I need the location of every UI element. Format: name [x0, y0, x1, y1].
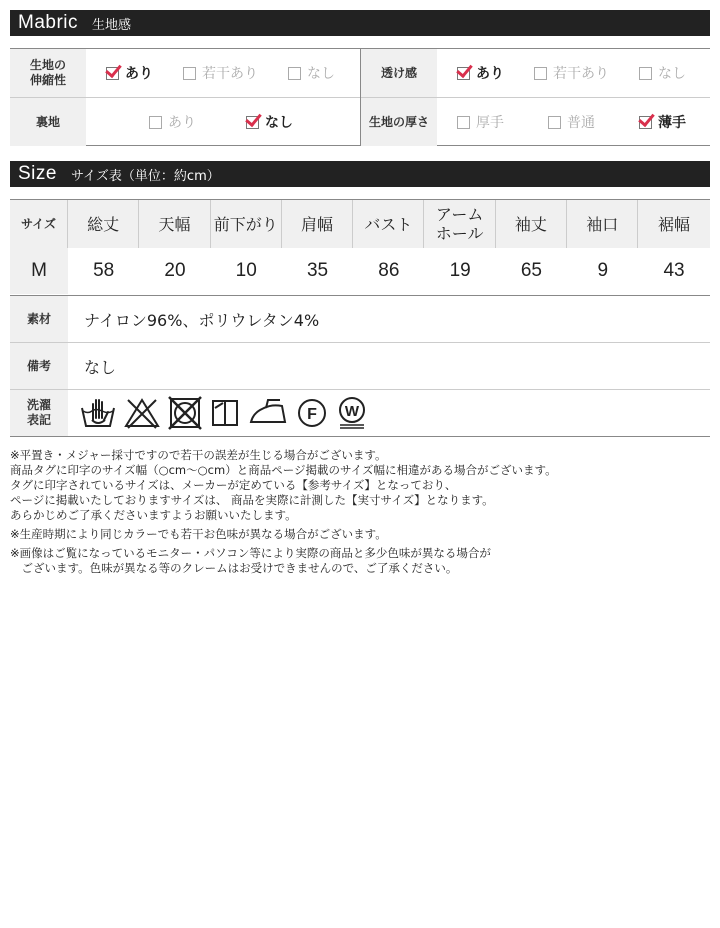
dry-clean-f-icon	[296, 396, 328, 430]
checkbox-icon	[457, 116, 470, 129]
checkbox-icon	[183, 67, 196, 80]
note-line: ※生産時期により同じカラーでも若干お色味が異なる場合がございます。	[10, 527, 387, 541]
size-brand: Size	[18, 163, 57, 184]
size-table	[10, 199, 710, 281]
size-col-top-width: 天幅	[139, 200, 210, 248]
note-line: タグに印字されているサイズは、メーカーが定めている【参考サイズ】となっており、	[10, 478, 457, 492]
size-cell: 58	[93, 260, 115, 281]
option-stretch-yes[interactable]	[106, 49, 153, 97]
notes	[10, 448, 710, 576]
option-sheer-slight[interactable]	[534, 49, 609, 97]
checkbox-icon	[457, 67, 470, 80]
option-label: 若干あり	[553, 66, 609, 82]
wet-clean-w-icon	[336, 396, 368, 430]
iron-low-icon	[248, 396, 288, 430]
option-label: あり	[168, 115, 196, 131]
option-label: なし	[658, 66, 686, 82]
checkbox-icon	[534, 67, 547, 80]
option-label: 若干あり	[202, 66, 258, 82]
size-table-row	[10, 248, 710, 294]
checkbox-icon	[639, 116, 652, 129]
material-label: 素材	[10, 296, 68, 342]
option-label: 普通	[567, 115, 595, 131]
checkbox-icon	[639, 67, 652, 80]
note-line: ございます。色味が異なる等のクレームはお受けできませんので、ご了承ください。	[10, 561, 458, 575]
option-label: なし	[307, 66, 335, 82]
size-cell: 65	[520, 260, 542, 281]
no-bleach-icon	[124, 396, 160, 430]
fabric-brand: Mabric	[18, 12, 79, 33]
option-label: なし	[265, 115, 293, 131]
remarks-row	[10, 342, 710, 389]
wet-clean-letter: W	[344, 403, 360, 420]
remarks-value: なし	[84, 357, 117, 377]
option-label: あり	[476, 66, 504, 82]
note-line: 商品タグに印字のサイズ幅（○cm〜○cm）と商品ページ掲載のサイズ幅に相違がある場合がございます。	[10, 463, 557, 477]
size-col-size: サイズ	[10, 200, 68, 248]
fabric-title: 生地感	[92, 17, 132, 33]
size-col-front-drop: 前下がり	[211, 200, 282, 248]
size-cell: 10	[235, 260, 257, 281]
dry-clean-letter: F	[307, 406, 317, 423]
note-line: ※画像はご覧になっているモニター・パソコン等により実際の商品と多少色味が異なる場合が	[10, 546, 491, 560]
no-tumble-dry-icon	[168, 396, 202, 430]
size-cell: 43	[663, 260, 685, 281]
size-col-hem-width: 裾幅	[658, 214, 691, 234]
fabric-label-lining: 裏地	[10, 98, 86, 146]
option-lining-yes[interactable]	[149, 98, 196, 146]
size-cell: M	[10, 248, 68, 294]
checkbox-icon	[288, 67, 301, 80]
size-cell: 9	[597, 260, 609, 281]
checkbox-icon	[548, 116, 561, 129]
checkbox-icon	[106, 67, 119, 80]
checkbox-icon	[149, 116, 162, 129]
fabric-label-stretch: 生地の 伸縮性	[10, 49, 86, 97]
option-lining-none[interactable]	[246, 98, 293, 146]
fabric-section-header	[10, 10, 710, 36]
fabric-divider	[360, 49, 361, 145]
option-stretch-none[interactable]	[288, 49, 335, 97]
size-col-sleeve-length: 袖丈	[496, 200, 567, 248]
fabric-table	[10, 48, 710, 146]
note-line: ※平置き・メジャー採寸ですので若干の誤差が生じる場合がございます。	[10, 448, 387, 462]
care-label: 洗濯 表記	[10, 390, 68, 436]
option-label: 厚手	[476, 115, 504, 131]
size-col-length: 総丈	[68, 200, 139, 248]
material-row	[10, 295, 710, 342]
note-line: あらかじめご了承くださいますようお願いいたします。	[10, 508, 297, 522]
size-col-bust: バスト	[353, 200, 424, 248]
size-cell: 86	[378, 260, 400, 281]
option-thick[interactable]	[457, 98, 504, 146]
option-sheer-yes[interactable]	[457, 49, 504, 97]
fabric-label-thickness: 生地の厚さ	[361, 98, 437, 146]
size-col-shoulder: 肩幅	[282, 200, 353, 248]
hand-wash-icon	[80, 396, 116, 430]
checkbox-icon	[246, 116, 259, 129]
option-thin[interactable]	[639, 98, 686, 146]
size-cell: 19	[449, 260, 471, 281]
size-cell: 20	[164, 260, 186, 281]
material-value: ナイロン96%、ポリウレタン4%	[84, 310, 320, 330]
remarks-label: 備考	[10, 343, 68, 389]
size-section-header	[10, 161, 710, 187]
size-col-cuff: 袖口	[567, 200, 638, 248]
option-normal[interactable]	[548, 98, 595, 146]
option-label: 薄手	[658, 115, 686, 131]
option-label: あり	[125, 66, 153, 82]
line-dry-icon	[210, 396, 240, 430]
fabric-label-sheer: 透け感	[361, 49, 437, 97]
size-table-header	[10, 200, 710, 248]
option-stretch-slight[interactable]	[183, 49, 258, 97]
size-cell: 35	[306, 260, 329, 281]
size-col-armhole: アーム ホール	[424, 200, 495, 248]
care-icons	[68, 390, 368, 436]
note-line: ページに掲載いたしておりますサイズは、 商品を実際に計測した【実寸サイズ】となります。	[10, 493, 494, 507]
option-sheer-none[interactable]	[639, 49, 686, 97]
care-row	[10, 389, 710, 437]
size-title: サイズ表（単位：約cm）	[70, 168, 220, 184]
